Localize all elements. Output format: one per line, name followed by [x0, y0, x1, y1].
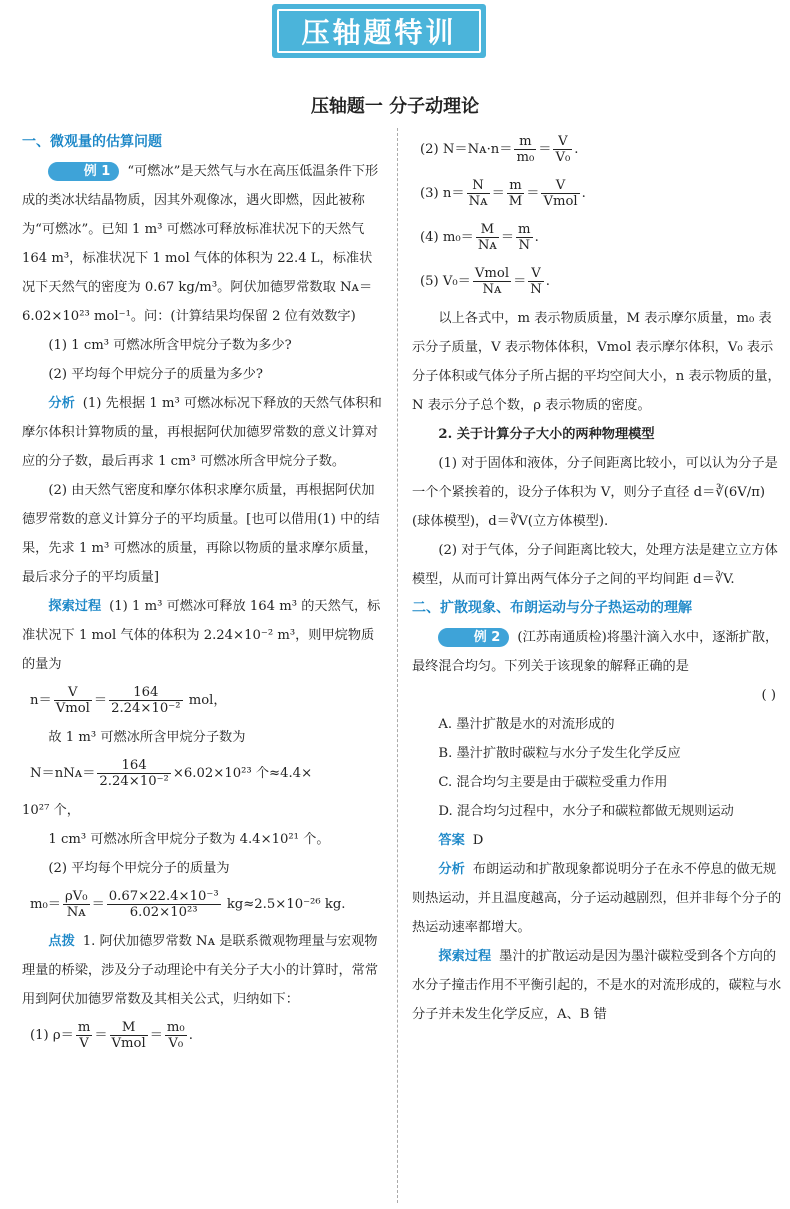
explore-keyword-2: 探索过程: [438, 949, 492, 964]
explore-keyword: 探索过程: [48, 599, 102, 614]
option-a: A. 墨汁扩散是水的对流形成的: [438, 717, 615, 732]
option-d: D. 混合均匀过程中，水分子和碳粒都做无规则运动: [438, 804, 734, 819]
page-banner: [272, 4, 486, 58]
formula-2: (2) N＝Nᴀ·n＝ $\frac{m}{\text{m₀}}$ ＝ $\frac{V}{\text{V₀}}$ .: [420, 134, 579, 165]
option-b: B. 墨汁扩散时碳粒与水分子发生化学反应: [438, 746, 681, 761]
explore-3: 1 cm³ 可燃冰所含甲烷分子数为 4.4×10²¹ 个。: [48, 832, 330, 847]
example-2-tag: 例 2: [438, 628, 509, 647]
answer: 答案 D: [438, 833, 484, 848]
example-1-text: “可燃冰”是天然气与水在高压低温条件下形成的类冰状结晶物质，因其外观像冰，遇火即燃，因此被称为“可燃冰”。已知 1 m³ 可燃冰可释放标准状况下的天然气 164 m³，标准状况下 1 mol 气体的体积为 22.4 L，标准状况下天然气的密度为 0.67 kg/m³。阿伏加德罗常数取 Nᴀ＝6.02×10²³ mol⁻¹。问：(计算结果均保留 2 位有效数字): [22, 164, 379, 324]
model-1: (1) 对于固体和液体，分子间距离比较小，可以认为分子是一个个紧挨着的，设分子体积为 V，则分子直径 d＝∛(6V/π)(球体模型)，d＝∛V(立方体模型).: [412, 456, 778, 529]
formula-count: N＝nNᴀ＝ $\frac{164}{\text{2.24×10⁻²}}$ ×6.02×10²³ 个≈4.4×: [30, 758, 313, 789]
example-1-tag: 例 1: [48, 162, 119, 181]
formula-mass: m₀＝ $\frac{\text{ρV₀}}{\text{Nᴀ}}$ ＝ $\frac{\text{0.67×22.4×10⁻³}}{\text{6.02×10²³}}$ kg≈2.5×10⁻²⁶ kg.: [30, 889, 346, 920]
tip-1: 点拨 1. 阿伏加德罗常数 Nᴀ 是联系微观物理量与宏观物理量的桥梁，涉及分子动理论中有关分子大小的计算时，常常用到阿伏加德罗常数及其相关公式，归纳如下：: [22, 934, 379, 1007]
analysis-ex2: 分析 布朗运动和扩散现象都说明分子在永不停息的做无规则热运动，并且温度越高，分子运动越剧烈，但并非每个分子的热运动速率都增大。: [412, 862, 782, 935]
analysis-keyword-2: 分析: [438, 862, 465, 877]
explore-ex2: 探索过程 墨汁的扩散运动是因为墨汁碳粒受到各个方向的水分子撞击作用不平衡引起的，不是水的对流形成的，碳粒与水分子并未发生化学反应，A、B 错: [412, 949, 782, 1022]
option-c: C. 混合均匀主要是由于碳粒受重力作用: [438, 775, 668, 790]
question-1: (1) 1 cm³ 可燃冰所含甲烷分子数为多少?: [48, 338, 292, 353]
explore-2: 故 1 m³ 可燃冰所含甲烷分子数为: [48, 730, 246, 745]
right-column: [412, 128, 782, 1029]
heading-estimation: 一、微观量的估算问题: [22, 134, 162, 150]
formula-moles: n＝ $\frac{V}{\text{Vmol}}$ ＝ $\frac{164}{\text{2.24×10⁻²}}$ mol，: [30, 685, 227, 716]
formula-count-cont: 10²⁷ 个，: [22, 803, 80, 818]
explore-4: (2) 平均每个甲烷分子的质量为: [48, 861, 230, 876]
analysis-keyword: 分析: [48, 396, 75, 411]
formula-3: (3) n＝ $\frac{N}{\text{Nᴀ}}$ ＝ $\frac{m}{M}$ ＝ $\frac{V}{\text{Vmol}}$ .: [420, 178, 586, 209]
question-2: (2) 平均每个甲烷分子的质量为多少?: [48, 367, 263, 382]
analysis-1: 分析 (1) 先根据 1 m³ 可燃冰标况下释放的天然气体积和摩尔体积计算物质的量，再根据阿伏加德罗常数的意义计算对应的分子数，最后再求 1 cm³ 可燃冰所含甲烷分子数。: [22, 396, 382, 469]
banner-title: 压轴题特训: [301, 16, 457, 49]
answer-bracket: ( ): [761, 688, 776, 703]
example-2-text: (江苏南通质检)将墨汁滴入水中，逐渐扩散，最终混合均匀。下列关于该现象的解释正确的是: [412, 630, 779, 674]
section-title: 压轴题一 分子动理论: [310, 96, 480, 117]
left-column: [22, 128, 382, 1058]
formula-density: (1) ρ＝ $\frac{m}{V}$ ＝ $\frac{M}{\text{Vmol}}$ ＝ $\frac{\text{m₀}}{\text{V₀}}$ .: [30, 1020, 193, 1051]
answer-keyword: 答案: [438, 833, 465, 848]
explore-1: 探索过程 (1) 1 m³ 可燃冰可释放 164 m³ 的天然气，标准状况下 1 mol 气体的体积为 2.24×10⁻² m³，则甲烷物质的量为: [22, 599, 381, 672]
symbol-explanation: 以上各式中，m 表示物质质量，M 表示摩尔质量，m₀ 表示分子质量，V 表示物体体积，Vmol 表示摩尔体积，V₀ 表示分子体积或气体分子所占据的平均空间大小，n 表示物质的量，N 表示分子总个数，ρ 表示物质的密度。: [412, 311, 781, 413]
heading-diffusion: 二、扩散现象、布朗运动与分子热运动的理解: [412, 600, 692, 616]
model-title: 2. 关于计算分子大小的两种物理模型: [438, 427, 655, 442]
tip-keyword: 点拨: [48, 934, 75, 949]
column-divider: [397, 128, 398, 1203]
model-2: (2) 对于气体，分子间距离比较大，处理方法是建立立方体模型，从而可计算出两气体分子之间的平均间距 d＝∛V.: [412, 543, 778, 587]
analysis-2: (2) 由天然气密度和摩尔体积求摩尔质量，再根据阿伏加德罗常数的意义计算分子的平均质量。[也可以借用(1) 中的结果，先求 1 m³ 可燃冰的质量，再除以物质的量求摩尔质量，最后求分子的平均质量]: [22, 483, 380, 585]
example-2: [412, 623, 782, 681]
formula-4: (4) m₀＝ $\frac{M}{\text{Nᴀ}}$ ＝ $\frac{m}{N}$ .: [420, 222, 539, 253]
example-1: [22, 157, 382, 331]
formula-5: (5) V₀＝ $\frac{\text{Vmol}}{\text{Nᴀ}}$ ＝ $\frac{V}{N}$ .: [420, 266, 550, 297]
